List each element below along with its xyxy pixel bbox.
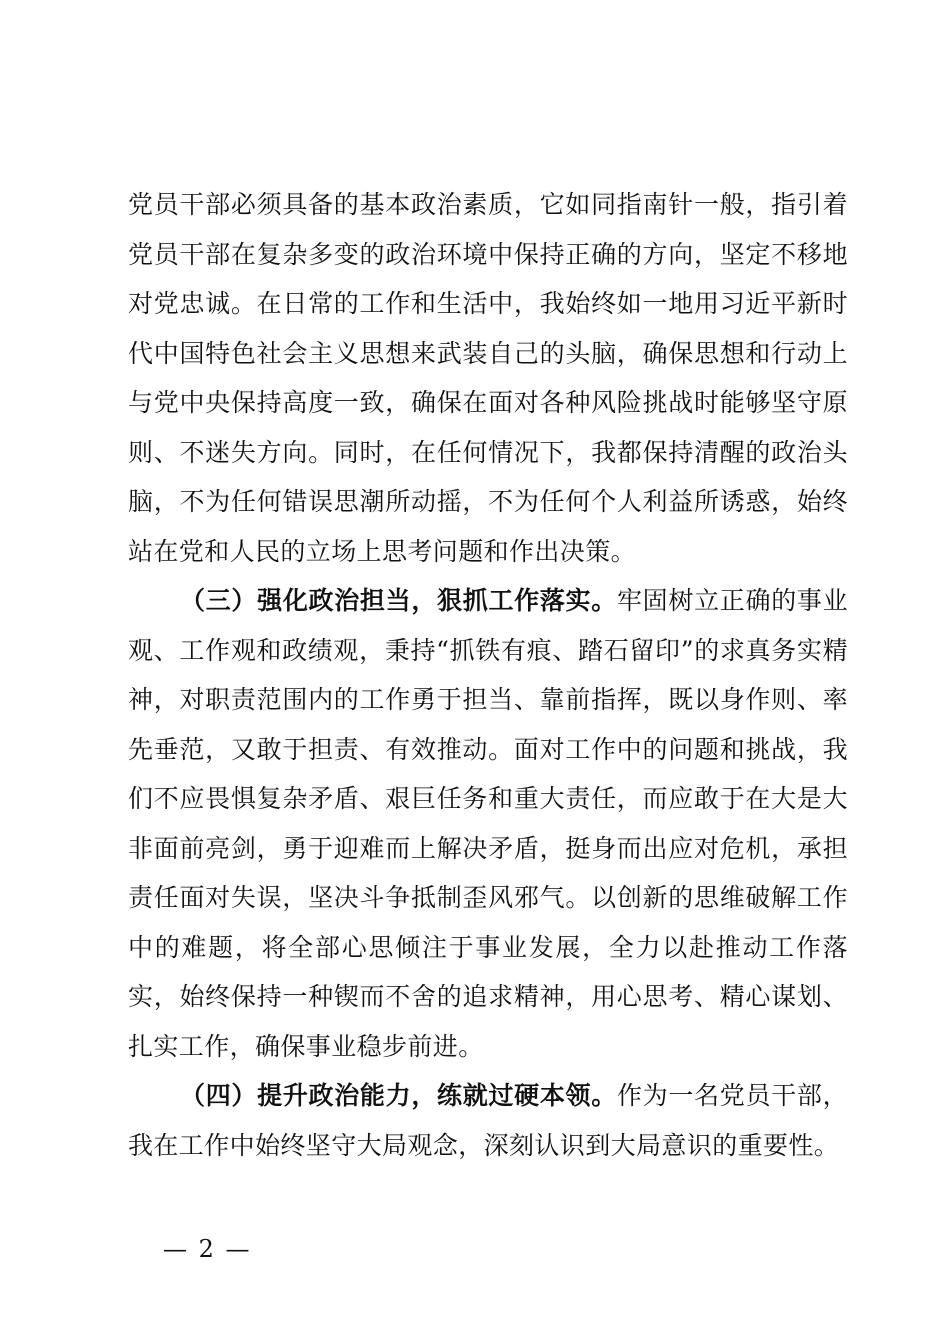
section-heading: （四）提升政治能力，练就过硬本领。 [180, 1081, 617, 1110]
paragraph-text: 牢固树立正确的事业观、工作观和政绩观，秉持“抓铁有痕、踏石留印”的求真务实精神，对职责范围内的工作勇于担当、靠前指挥，既以身作则、率先垂范，又敢于担责、有效推动。面对工作中的问题和挑战，我们不应畏惧复杂矛盾、艰巨任务和重大责任，而应敢于在大是大非面前亮剑，勇于迎难而上解决矛盾，挺身而出应对危机，承担责任面对失误，坚决斗争抵制歪风邪气。以创新的思维破解工作中的难题，将全部心思倾注于事业发展，全力以赴推动工作落实，始终保持一种锲而不舍的追求精神，用心思考、精心谋划、扎实工作，确保事业稳步前进。 [128, 586, 848, 1061]
paragraph-continuation [128, 180, 848, 576]
paragraph-text: 作为一名党员干部，我在工作中始终坚守大局观念，深刻认识到大局意识的重要性。 [128, 1081, 848, 1160]
section-heading: （三）强化政治担当，狠抓工作落实。 [180, 586, 617, 615]
paragraph-text: 党员干部必须具备的基本政治素质，它如同指南针一般，指引着党员干部在复杂多变的政治环境中保持正确的方向，坚定不移地对党忠诚。在日常的工作和生活中，我始终如一地用习近平新时代中国特色社会主义思想来武装自己的头脑，确保思想和行动上与党中央保持高度一致，确保在面对各种风险挑战时能够坚守原则、不迷失方向。同时，在任何情况下，我都保持清醒的政治头脑，不为任何错误思潮所动摇，不为任何个人利益所诱惑，始终站在党和人民的立场上思考问题和作出决策。 [128, 190, 848, 566]
paragraph-section-3 [128, 576, 848, 1071]
paragraph-section-4 [128, 1071, 848, 1170]
document-body [128, 180, 848, 1170]
page-number: — 2 — [163, 1235, 252, 1263]
